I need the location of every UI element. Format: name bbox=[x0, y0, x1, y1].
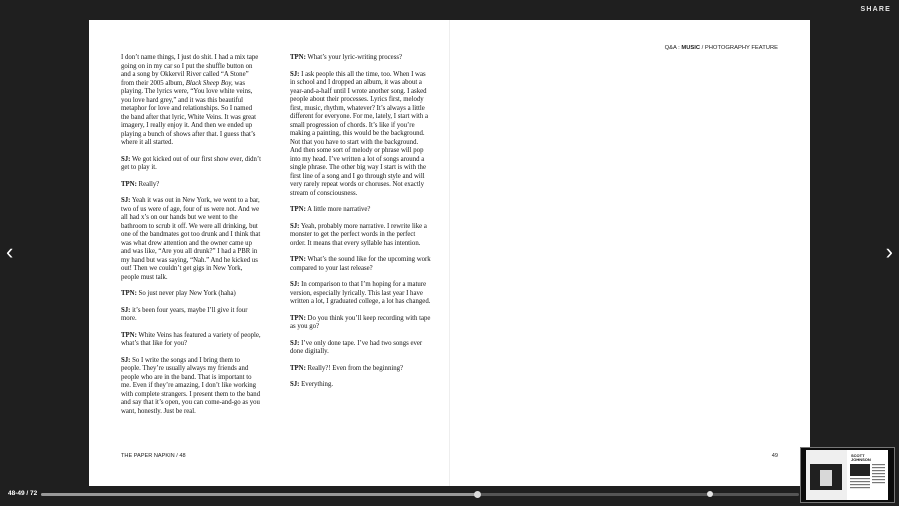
interview-paragraph bbox=[290, 71, 431, 199]
paragraph-text: So just never play New York (haha) bbox=[136, 290, 236, 297]
paragraph-text: In comparison to that I’m hoping for a mature version, especially lyrically. This last year I have written a lot, I graduated college, a lot has changed. bbox=[290, 281, 431, 305]
album-title: Black Sheep Boy, bbox=[185, 79, 233, 87]
speaker-label: SJ: bbox=[290, 339, 300, 347]
paragraph-text: it’s been four years, maybe I’ll give it four more. bbox=[121, 306, 248, 322]
interview-paragraph bbox=[121, 290, 261, 299]
paragraph-text: I ask people this all the time, too. When I was in school and I dropped an album, it was about a year-and-a-half until I wrote another song. I asked people about their processes. Lyrics first, melody first, music, rhythm, whatever? It’s always a little different for everyone. For me, lately, I start with a small progression of chords. It’s like if you’re making a painting, this would be the background. Not that you have to start with the background. And then some sort of melody or phrase will pop into my head. I’ve written a lot of songs around a single phrase. The other big way I start is with the first line of a song and I go through style and will very rarely repeat words or choruses. Not exactly stream of consciousness. bbox=[290, 70, 428, 197]
paragraph-text: What’s the sound like for the upcoming work compared to your last release? bbox=[290, 256, 431, 272]
chevron-left-icon[interactable]: ‹ bbox=[6, 239, 14, 264]
speaker-label: SJ: bbox=[121, 306, 131, 314]
interview-paragraph bbox=[121, 197, 261, 282]
paragraph-text: I’ve only done tape. I’ve had two songs ever done digitally. bbox=[290, 339, 423, 355]
interview-paragraph bbox=[121, 332, 261, 349]
paragraph-text: Yeah it was out in New York, we went to a bar, two of us were of age, four of us were not. And we all had x’s on our hands but we went to the bathroom to scrub it off. We were all drinking, but one of the bandmates got too drunk and I think that was what drew attention and the owner came up and was like, “Are you all drunk?” I had a PBR in my hand but was saying, “Nah.” And he kicked us out! Then we couldn’t get gigs in New York, people must talk. bbox=[121, 197, 261, 281]
interview-paragraph bbox=[121, 156, 261, 173]
interview-paragraph bbox=[290, 54, 431, 63]
paragraph-text: So I write the songs and I bring them to people. They’re usually always my friends and people who are in the band. That is important to me. Even if they’re amazing, I don’t like working with complete strangers. I present them to the band and say that it’s open, you can come-and-go as you want, honestly. Just be real. bbox=[121, 356, 261, 415]
paragraph-text: Yeah, probably more narrative. I rewrite like a monster to get the perfect words in the perfect order. It means that every syllable has intention. bbox=[290, 222, 427, 247]
speaker-label: SJ: bbox=[290, 222, 300, 230]
paragraph-text: White Veins has featured a variety of people, what’s that like for you? bbox=[121, 331, 261, 347]
speaker-label: TPN: bbox=[121, 290, 137, 297]
footer-right: 49 bbox=[771, 453, 778, 459]
interview-paragraph bbox=[290, 365, 431, 374]
speaker-label: TPN: bbox=[290, 364, 306, 372]
speaker-label: SJ: bbox=[121, 197, 131, 204]
interview-paragraph bbox=[290, 206, 431, 215]
speaker-label: TPN: bbox=[121, 180, 137, 188]
paragraph-text: Really?! Even from the beginning? bbox=[305, 364, 404, 372]
page-thumbnail-preview bbox=[806, 450, 888, 500]
interview-paragraph bbox=[121, 357, 261, 417]
page-slider-fill bbox=[41, 493, 477, 496]
footer-left: THE PAPER NAPKIN / 48 bbox=[121, 453, 186, 459]
interview-paragraph bbox=[121, 307, 261, 324]
text-column-right bbox=[290, 54, 431, 398]
page-slider[interactable] bbox=[41, 493, 711, 496]
speaker-label: TPN: bbox=[290, 314, 306, 322]
interview-paragraph bbox=[290, 340, 431, 357]
paragraph-text: A little more narrative? bbox=[305, 206, 371, 213]
section-label: Q&A : MUSIC / PHOTOGRAPHY FEATURE bbox=[664, 45, 778, 51]
speaker-label: TPN: bbox=[290, 54, 306, 61]
interview-paragraph bbox=[121, 54, 261, 148]
speaker-label: SJ: bbox=[290, 281, 300, 288]
speaker-label: TPN: bbox=[290, 256, 306, 263]
zoom-slider[interactable] bbox=[701, 493, 799, 496]
speaker-label: TPN: bbox=[290, 206, 306, 213]
interview-paragraph bbox=[290, 315, 431, 332]
interview-paragraph bbox=[121, 181, 261, 190]
speaker-label: SJ: bbox=[121, 155, 131, 163]
speaker-label: SJ: bbox=[290, 381, 300, 388]
text-column-left bbox=[121, 54, 261, 424]
paragraph-text-continued: was playing. The lyrics were, “You love white veins, you love hard grey,” and it was this beautiful metaphor for love and relationships. So I named the band after that lyric, White Veins. It was great imagery, I really enjoy it. And then we ended up playing a bunch of shows after that. I guess that’s where it all started. bbox=[121, 79, 257, 146]
interview-paragraph bbox=[290, 281, 431, 307]
page-thumbnail[interactable] bbox=[800, 447, 895, 503]
paragraph-text: Everything. bbox=[299, 381, 334, 388]
interview-paragraph bbox=[290, 256, 431, 273]
thumbnail-name: SCOTT JOHNSON bbox=[851, 453, 871, 463]
paragraph-text: Do you think you’ll keep recording with tape as you go? bbox=[290, 314, 431, 330]
paragraph-text: I don’t name things, I just do shit. I had a mix tape going on in my car so I put the shuffle button on and a song by Okkervil River called “A Stone” from their 2005 album, bbox=[121, 54, 259, 87]
paragraph-text: What’s your lyric-writing process? bbox=[305, 54, 402, 61]
share-button[interactable]: SHARE bbox=[860, 6, 891, 13]
left-page bbox=[89, 20, 449, 486]
zoom-slider-handle[interactable] bbox=[707, 491, 713, 497]
speaker-label: SJ: bbox=[121, 356, 131, 364]
page-slider-handle[interactable] bbox=[474, 491, 481, 498]
right-page bbox=[450, 20, 810, 486]
magazine-spread bbox=[89, 20, 810, 486]
speaker-label: TPN: bbox=[121, 331, 137, 339]
paragraph-text: Really? bbox=[136, 180, 160, 188]
speaker-label: SJ: bbox=[290, 70, 300, 78]
paragraph-text: We got kicked out of our first show ever, didn’t get to play it. bbox=[121, 155, 261, 171]
interview-paragraph bbox=[290, 223, 431, 249]
page-indicator: 48-49 / 72 bbox=[8, 490, 38, 497]
interview-paragraph bbox=[290, 381, 431, 390]
chevron-right-icon[interactable]: › bbox=[885, 239, 893, 264]
